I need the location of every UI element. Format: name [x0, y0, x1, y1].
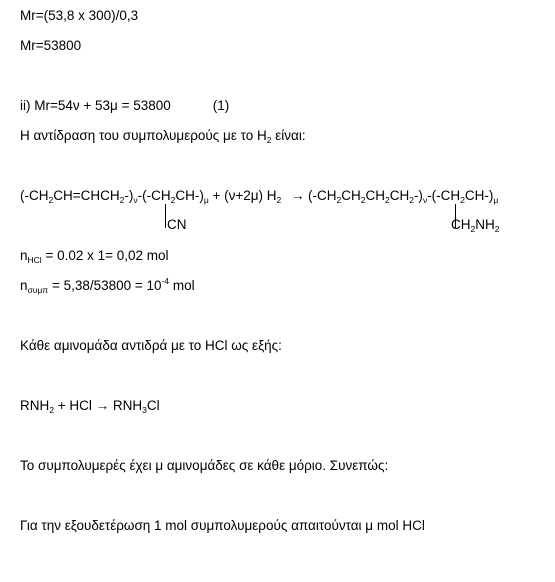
rx-rhs-a-sub: 2: [336, 195, 342, 205]
rx-rhs-c-sub: 2: [384, 195, 390, 205]
rhs-sub-b-sub: 2: [494, 224, 500, 234]
amine-paragraph: [20, 338, 282, 354]
n-hcl-line: [20, 248, 169, 264]
n-sym-sub: συμπ: [27, 285, 49, 295]
rx-lhs-b-sub: 2: [119, 195, 125, 205]
rhs-sub-b: NH: [475, 217, 495, 232]
equation-mr-value: [20, 38, 81, 54]
mr-value-text: Mr=53800: [20, 38, 82, 53]
equation-ii: [20, 98, 229, 114]
rx-lhs-d: -(-CH: [137, 188, 171, 203]
n-hcl-value: = 0.02 x 1= 0,02 mol: [41, 248, 169, 263]
rx-rhs-b: CH: [341, 188, 361, 203]
n-hcl-label: n: [20, 248, 28, 263]
rhs-sub-a-sub: 2: [470, 224, 476, 234]
equation-number: (1): [212, 98, 230, 113]
rx2-d: Cl: [146, 398, 160, 413]
rx-rhs-e: -): [413, 188, 423, 203]
reaction-intro-sub: 2: [266, 135, 272, 145]
rhs-sub-a: CH: [451, 217, 471, 232]
n-sym-value: = 5,38/53800 = 10: [48, 278, 162, 293]
rx-rhs-d: CH: [389, 188, 410, 203]
copolymer-paragraph: [20, 458, 388, 474]
rx-rhs-mu: μ: [493, 195, 499, 205]
rx-rhs-f: -(-CH: [427, 188, 461, 203]
rx-lhs-f: + (ν+2μ) H: [208, 188, 277, 203]
rx-lhs-mu: μ: [203, 195, 209, 205]
rx-rhs-g: CH-): [464, 188, 494, 203]
rx-rhs-d-sub: 2: [409, 195, 414, 205]
rx2-a-sub: 2: [49, 405, 54, 415]
n-sym-label: n: [20, 278, 28, 293]
reaction-intro-tail: είναι:: [271, 128, 306, 143]
reaction-hcl: [20, 398, 160, 414]
rx-rhs-b-sub: 2: [360, 195, 366, 205]
rx-rhs-f-sub: 2: [460, 195, 465, 205]
rx-rhs-nu: ν: [422, 195, 428, 205]
n-sym-unit: mol: [169, 278, 195, 293]
rx-lhs-a: (-CH: [20, 188, 49, 203]
lhs-substituent: [167, 217, 187, 233]
rx-lhs-f-sub: 2: [276, 195, 282, 205]
rx2-b: + HCl: [53, 398, 96, 413]
n-hcl-sub: HCl: [27, 255, 42, 265]
lhs-bond-line: [165, 204, 166, 228]
cn-group: CN: [167, 217, 187, 232]
neutralization-text: Για την εξουδετέρωση 1 mol συμπολυμερούς απαιτούνται μ mol HCl: [20, 518, 425, 533]
rx-lhs-b: CH=CHCH: [53, 188, 120, 203]
rx2-a: RNH: [20, 398, 50, 413]
rx-rhs-c: CH: [365, 188, 385, 203]
equation-ii-text: ii) Mr=54ν + 53μ = 53800: [20, 98, 171, 113]
rx-lhs-a-sub: 2: [48, 195, 54, 205]
neutralization-paragraph: [20, 518, 425, 534]
rx-lhs-e: CH-): [175, 188, 204, 203]
copolymer-text: Το συμπολυμερές έχει μ αμινομάδες σε κάθε μόριο. Συνεπώς:: [20, 458, 389, 473]
n-sym-exp: -4: [161, 276, 170, 286]
reaction-intro: [20, 128, 306, 144]
reaction-lhs: [20, 188, 305, 204]
rx-rhs-a: (-CH: [308, 188, 337, 203]
rx2-c-sub: 3: [142, 405, 147, 415]
rx-lhs-c: -): [124, 188, 134, 203]
reaction-intro-text: Η αντίδραση του συμπολυμερούς με το H: [20, 128, 267, 143]
reaction-rhs: [308, 188, 498, 204]
rx2-c: RNH: [109, 398, 143, 413]
rx-lhs-nu: ν: [133, 195, 138, 205]
mr-formula-text: Mr=(53,8 x 300)/0,3: [20, 8, 139, 23]
rx2-arrow: →: [95, 398, 110, 413]
equation-mr-formula: [20, 8, 138, 24]
reaction-arrow: →: [291, 188, 305, 203]
rx-lhs-d-sub: 2: [170, 195, 176, 205]
n-sym-line: [20, 278, 195, 294]
rhs-substituent: [451, 217, 499, 233]
amine-text: Κάθε αμινομάδα αντιδρά με το HCl ως εξής:: [20, 338, 282, 353]
